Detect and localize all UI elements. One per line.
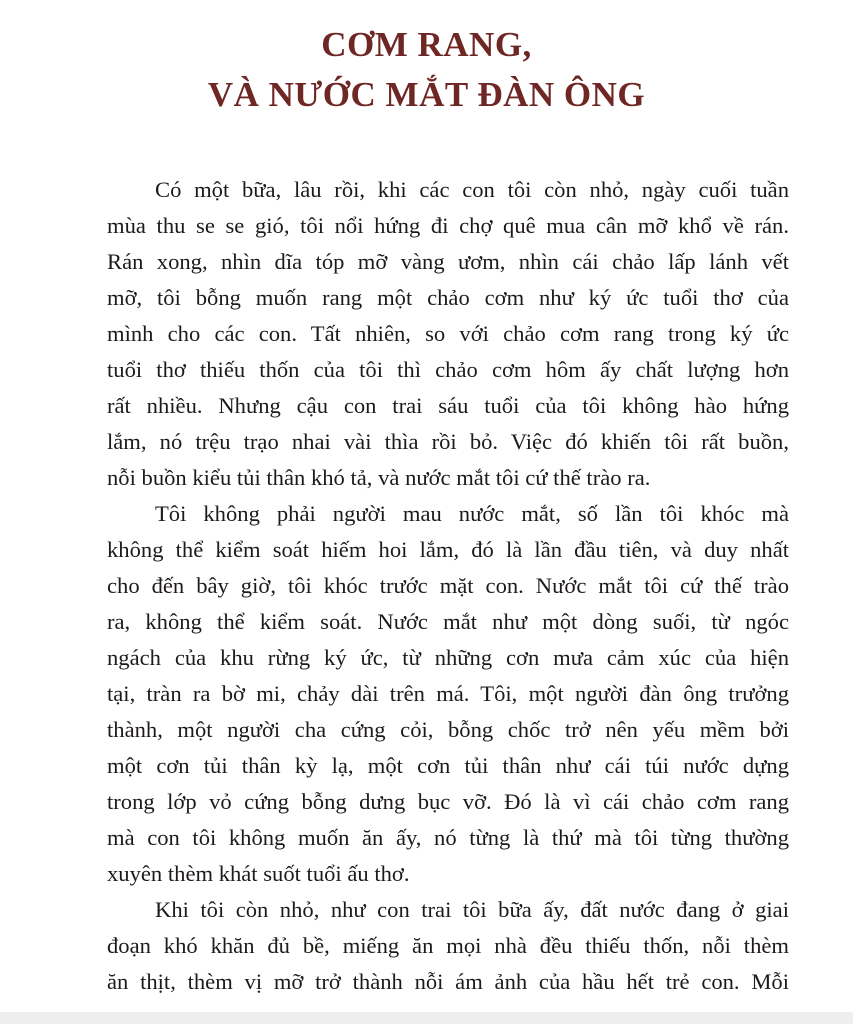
paragraph-3-line: Khi tôi còn nhỏ, như con trai tôi bữa ấy, đất nước đang ở giai	[155, 897, 789, 922]
paragraph-1-line: mỡ, tôi bỗng muốn rang một chảo cơm như ký ức tuổi thơ của	[107, 285, 789, 310]
paragraph-2-line: ngách của khu rừng ký ức, từ những cơn mưa cảm xúc của hiện	[107, 645, 789, 670]
paragraph-2-line: Tôi không phải người mau nước mắt, số lần tôi khóc mà	[155, 501, 789, 526]
paragraph-2-line: tại, tràn ra bờ mi, chảy dài trên má. Tôi, một người đàn ông trưởng	[107, 681, 789, 706]
page-bottom-edge	[0, 1012, 853, 1024]
paragraph-1-line: Rán xong, nhìn dĩa tóp mỡ vàng ươm, nhìn cái chảo lấp lánh vết	[107, 249, 789, 274]
paragraph-1-line: mình cho các con. Tất nhiên, so với chảo cơm rang trong ký ức	[107, 321, 789, 346]
paragraph-2-line: không thể kiểm soát hiếm hoi lắm, đó là lần đầu tiên, và duy nhất	[107, 537, 789, 562]
paragraph-1-line: mùa thu se se gió, tôi nổi hứng đi chợ quê mua cân mỡ khổ về rán.	[107, 213, 789, 238]
paragraph-1-line: rất nhiều. Nhưng cậu con trai sáu tuổi của tôi không hào hứng	[107, 393, 789, 418]
paragraph-2-line: thành, một người cha cứng cỏi, bỗng chốc trở nên yếu mềm bởi	[107, 717, 789, 742]
paragraph-2-line: xuyên thèm khát suốt tuổi ấu thơ.	[107, 861, 410, 886]
paragraph-2-line: cho đến bây giờ, tôi khóc trước mặt con. Nước mắt tôi cứ thế trào	[107, 573, 789, 598]
chapter-title-line-2: VÀ NƯỚC MẮT ĐÀN ÔNG	[207, 75, 646, 114]
paragraph-1-line: Có một bữa, lâu rồi, khi các con tôi còn nhỏ, ngày cuối tuần	[155, 177, 789, 202]
chapter-title-line-1: CƠM RANG,	[321, 25, 532, 64]
paragraph-3-line: đoạn khó khăn đủ bề, miếng ăn mọi nhà đều thiếu thốn, nỗi thèm	[107, 933, 789, 958]
paragraph-2-line: trong lớp vỏ cứng bỗng dưng bục vỡ. Đó là vì cái chảo cơm rang	[107, 789, 789, 814]
paragraph-3-line: ăn thịt, thèm vị mỡ trở thành nỗi ám ảnh của hầu hết trẻ con. Mỗi	[107, 969, 789, 994]
paragraph-1-line: nỗi buồn kiểu tủi thân khó tả, và nước mắt tôi cứ thế trào ra.	[107, 465, 651, 490]
paragraph-1-line: tuổi thơ thiếu thốn của tôi thì chảo cơm hôm ấy chất lượng hơn	[107, 357, 789, 382]
paragraph-2-line: một cơn tủi thân kỳ lạ, một cơn tủi thân như cái túi nước dựng	[107, 753, 789, 778]
chapter-body	[107, 172, 789, 1000]
paragraph-2-line: mà con tôi không muốn ăn ấy, nó từng là thứ mà tôi từng thường	[107, 825, 789, 850]
paragraph-2-line: ra, không thể kiểm soát. Nước mắt như một dòng suối, từ ngóc	[107, 609, 789, 634]
paragraph-1-line: lắm, nó trệu trạo nhai vài thìa rồi bỏ. Việc đó khiến tôi rất buồn,	[107, 429, 789, 454]
